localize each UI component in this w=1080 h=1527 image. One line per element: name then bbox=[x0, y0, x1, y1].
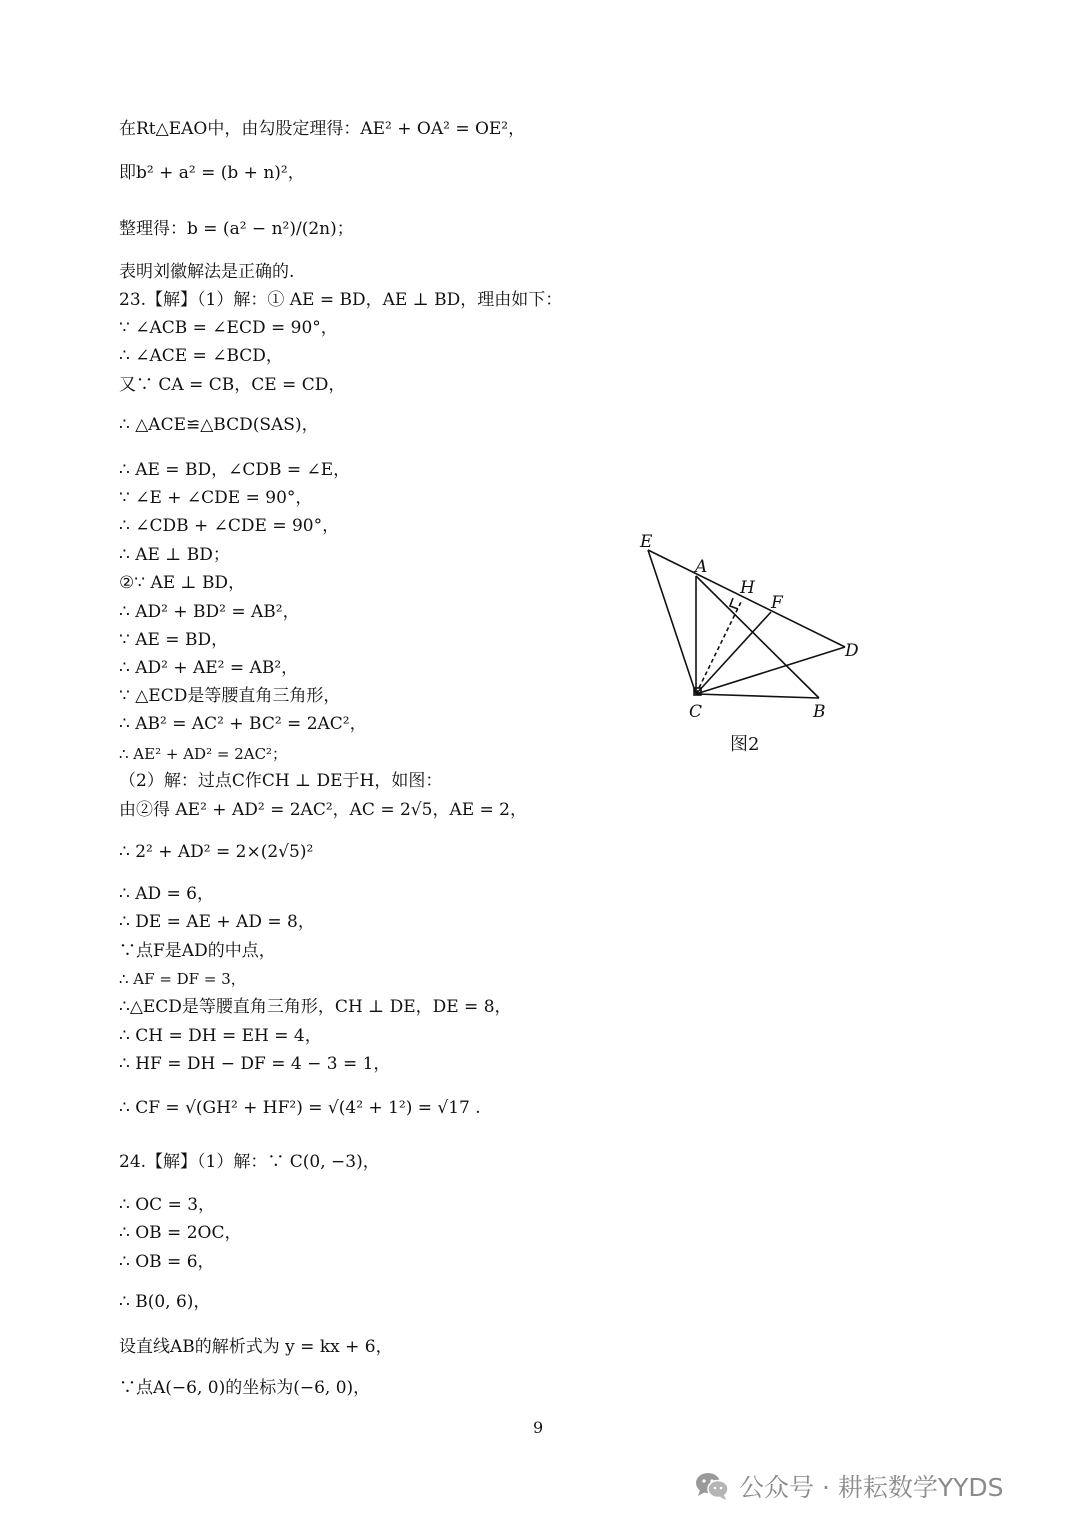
wechat-icon bbox=[695, 1471, 729, 1501]
figure-caption: 图2 bbox=[730, 734, 760, 755]
text-line-4: 表明刘徽解法是正确的. bbox=[119, 262, 295, 282]
segment-ch-dashed bbox=[696, 602, 741, 694]
text-line-1: 在Rt△EAO中，由勾股定理得：AE² + OA² = OE²， bbox=[119, 119, 526, 139]
label-f: F bbox=[771, 593, 783, 613]
text-line-30: ∴ HF = DH − DF = 4 − 3 = 1， bbox=[119, 1054, 391, 1074]
label-a: A bbox=[695, 557, 708, 577]
text-line-2: 即b² + a² = (b + n)²， bbox=[119, 163, 305, 183]
text-line-19: ∴ AB² = AC² + BC² = 2AC²， bbox=[119, 714, 367, 734]
text-line-36: ∴ B(0, 6)， bbox=[119, 1292, 211, 1312]
text-line-6: ∵ ∠ACB = ∠ECD = 90°， bbox=[119, 318, 338, 338]
segment-ab bbox=[696, 576, 819, 698]
text-line-18: ∵ △ECD是等腰直角三角形， bbox=[119, 686, 341, 706]
text-line-12: ∴ ∠CDB + ∠CDE = 90°， bbox=[119, 516, 340, 536]
text-line-21: （2）解：过点C作CH ⊥ DE于H，如图： bbox=[119, 771, 443, 791]
text-line-32: 24.【解】（1）解：∵ C(0, −3)， bbox=[119, 1152, 380, 1172]
text-line-17: ∴ AD² + AE² = AB²， bbox=[119, 658, 299, 678]
text-line-16: ∵ AE = BD， bbox=[119, 630, 229, 650]
text-line-20: ∴ AE² + AD² = 2AC²； bbox=[119, 745, 288, 763]
text-line-13: ∴ AE ⊥ BD； bbox=[119, 545, 230, 565]
label-d: D bbox=[845, 641, 859, 661]
text-line-28: ∴△ECD是等腰直角三角形，CH ⊥ DE，DE = 8， bbox=[119, 997, 512, 1017]
text-line-29: ∴ CH = DH = EH = 4， bbox=[119, 1026, 322, 1046]
label-b: B bbox=[813, 702, 826, 722]
text-line-22: 由②得 AE² + AD² = 2AC²，AC = 2√5，AE = 2， bbox=[119, 800, 527, 820]
label-c: C bbox=[689, 702, 703, 722]
segment-ec bbox=[648, 550, 696, 694]
text-line-11: ∵ ∠E + ∠CDE = 90°， bbox=[119, 488, 313, 508]
text-line-25: ∴ DE = AE + AD = 8， bbox=[119, 912, 315, 932]
text-line-38: ∵点A(−6, 0)的坐标为(−6, 0)， bbox=[119, 1378, 371, 1398]
text-line-34: ∴ OB = 2OC， bbox=[119, 1223, 242, 1243]
text-line-3: 整理得：b = (a² − n²)/(2n)； bbox=[119, 219, 354, 239]
segment-ed bbox=[648, 550, 845, 647]
watermark-text: 公众号 · 耕耘数学YYDS bbox=[739, 1473, 1004, 1502]
segment-cb bbox=[696, 694, 819, 698]
text-line-10: ∴ AE = BD，∠CDB = ∠E， bbox=[119, 460, 351, 480]
text-line-31: ∴ CF = √(GH² + HF²) = √(4² + 1²) = √17 . bbox=[119, 1098, 481, 1118]
watermark bbox=[695, 1466, 1004, 1506]
label-e: E bbox=[640, 532, 653, 552]
text-line-33: ∴ OC = 3， bbox=[119, 1195, 216, 1215]
label-h: H bbox=[740, 578, 755, 598]
text-line-27: ∴ AF = DF = 3， bbox=[119, 970, 246, 988]
text-line-35: ∴ OB = 6， bbox=[119, 1252, 215, 1272]
text-line-9: ∴ △ACE≌△BCD(SAS)， bbox=[119, 415, 319, 435]
right-angle-mark-h bbox=[730, 598, 738, 609]
text-line-14: ②∵ AE ⊥ BD， bbox=[119, 573, 246, 593]
text-line-26: ∵点F是AD的中点， bbox=[119, 941, 276, 961]
text-line-23: ∴ 2² + AD² = 2×(2√5)² bbox=[119, 842, 314, 862]
page-number: 9 bbox=[533, 1418, 544, 1437]
text-line-37: 设直线AB的解析式为 y = kx + 6， bbox=[119, 1337, 393, 1357]
text-line-24: ∴ AD = 6， bbox=[119, 884, 214, 904]
text-line-7: ∴ ∠ACE = ∠BCD， bbox=[119, 346, 283, 366]
text-line-5: 23.【解】（1）解：① AE = BD，AE ⊥ BD，理由如下： bbox=[119, 290, 563, 310]
geometry-figure bbox=[625, 520, 885, 730]
text-line-8: 又∵ CA = CB，CE = CD， bbox=[119, 375, 346, 395]
text-line-15: ∴ AD² + BD² = AB²， bbox=[119, 602, 300, 622]
